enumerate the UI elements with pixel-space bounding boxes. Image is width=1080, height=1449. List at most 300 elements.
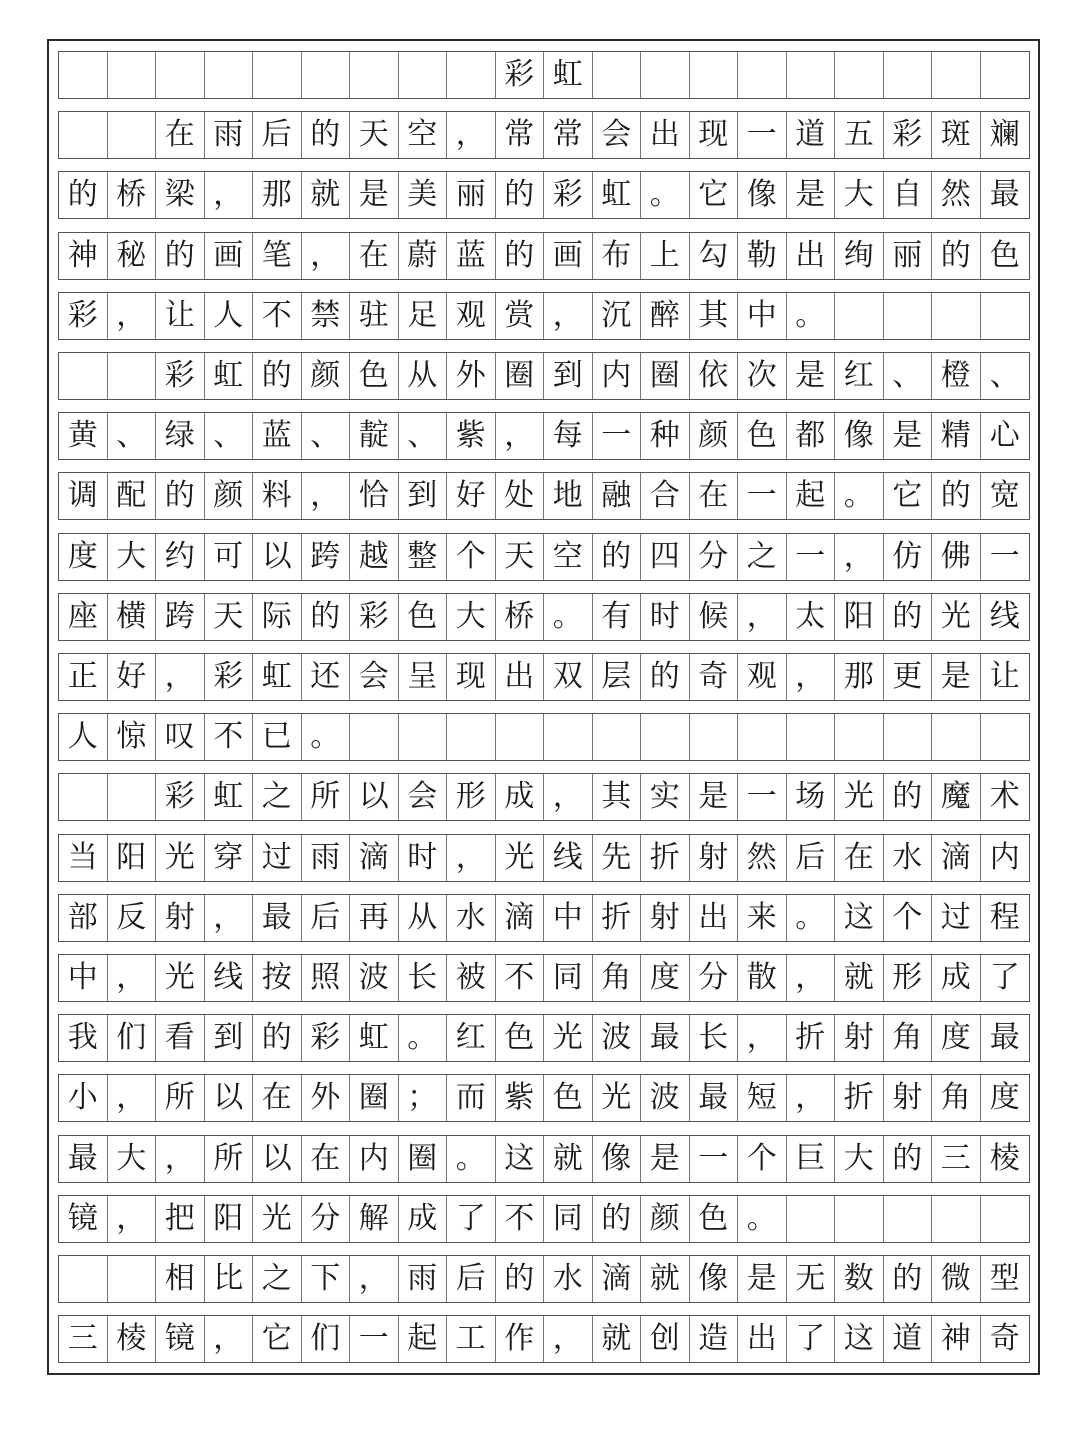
char-cell: 以: [253, 1136, 302, 1182]
char-cell: 当: [59, 835, 108, 881]
char-cell: 是: [787, 353, 836, 399]
char-cell: 光: [496, 835, 545, 881]
char-cell: 比: [205, 1256, 254, 1302]
char-cell: 天: [350, 112, 399, 158]
empty-cell: [350, 714, 399, 760]
text-row: [58, 232, 1030, 280]
char-cell: 后: [302, 895, 351, 941]
char-cell: 。: [399, 1015, 448, 1061]
char-cell: 同: [544, 1196, 593, 1242]
char-cell: 起: [399, 1316, 448, 1362]
empty-cell: [544, 714, 593, 760]
char-cell: 来: [738, 895, 787, 941]
char-cell: 桥: [108, 172, 157, 218]
char-cell: 形: [884, 955, 933, 1001]
empty-cell: [835, 1196, 884, 1242]
char-cell: ，: [108, 955, 157, 1001]
char-cell: 被: [447, 955, 496, 1001]
text-row: [58, 1195, 1030, 1243]
char-cell: 的: [156, 233, 205, 279]
char-cell: 无: [787, 1256, 836, 1302]
char-cell: 的: [593, 1196, 642, 1242]
char-cell: 是: [738, 1256, 787, 1302]
char-cell: 不: [253, 293, 302, 339]
char-cell: 雨: [399, 1256, 448, 1302]
char-cell: 色: [690, 1196, 739, 1242]
char-cell: 一: [350, 1316, 399, 1362]
char-cell: 部: [59, 895, 108, 941]
char-cell: 个: [447, 534, 496, 580]
char-cell: 、: [399, 413, 448, 459]
text-row: [58, 1315, 1030, 1363]
char-cell: 以: [205, 1075, 254, 1121]
char-cell: 勒: [738, 233, 787, 279]
char-cell: ，: [302, 473, 351, 519]
char-cell: 那: [253, 172, 302, 218]
empty-cell: [981, 714, 1030, 760]
char-cell: 就: [544, 1136, 593, 1182]
char-cell: 还: [302, 654, 351, 700]
char-cell: 散: [738, 955, 787, 1001]
char-cell: 外: [447, 353, 496, 399]
char-cell: 常: [544, 112, 593, 158]
char-cell: 醉: [641, 293, 690, 339]
char-cell: 橙: [932, 353, 981, 399]
char-cell: 红: [835, 353, 884, 399]
char-cell: 场: [787, 774, 836, 820]
char-cell: 角: [884, 1015, 933, 1061]
empty-cell: [932, 714, 981, 760]
char-cell: 棱: [108, 1316, 157, 1362]
char-cell: 阳: [205, 1196, 254, 1242]
empty-cell: [59, 353, 108, 399]
char-cell: 它: [253, 1316, 302, 1362]
empty-cell: [447, 714, 496, 760]
empty-cell: [108, 112, 157, 158]
char-cell: 惊: [108, 714, 157, 760]
char-cell: 反: [108, 895, 157, 941]
char-cell: 仿: [884, 534, 933, 580]
char-cell: 心: [989, 418, 1020, 454]
char-cell: 色: [989, 237, 1020, 273]
char-cell: ，: [205, 895, 254, 941]
empty-cell: [835, 52, 884, 98]
char-cell: 紫: [447, 413, 496, 459]
char-cell: 角: [932, 1075, 981, 1121]
char-cell: 这: [835, 1316, 884, 1362]
char-cell: 恰: [350, 473, 399, 519]
char-cell: 之: [253, 774, 302, 820]
char-cell: 雨: [302, 835, 351, 881]
char-cell: ，: [787, 654, 836, 700]
char-cell: 依: [690, 353, 739, 399]
char-cell: 在: [350, 233, 399, 279]
char-cell: 奇: [989, 1321, 1020, 1357]
text-row: [58, 713, 1030, 761]
char-cell: 虹: [253, 654, 302, 700]
char-cell: 其: [593, 774, 642, 820]
char-cell: ，: [205, 172, 254, 218]
char-cell: 。: [738, 1196, 787, 1242]
char-cell: 人: [205, 293, 254, 339]
char-cell: ，: [302, 233, 351, 279]
char-cell: 折: [641, 835, 690, 881]
char-cell: 黄: [59, 413, 108, 459]
char-cell: 光: [156, 955, 205, 1001]
char-cell: 把: [156, 1196, 205, 1242]
char-cell: 一: [989, 538, 1020, 574]
char-cell: 天: [205, 594, 254, 640]
char-cell: 然: [738, 835, 787, 881]
char-cell: 际: [253, 594, 302, 640]
char-cell: 再: [350, 895, 399, 941]
empty-cell: [884, 293, 933, 339]
empty-cell: [884, 52, 933, 98]
char-cell: 佛: [932, 534, 981, 580]
char-cell: 颜: [302, 353, 351, 399]
empty-cell: [302, 52, 351, 98]
empty-cell: [447, 52, 496, 98]
char-cell: 色: [399, 594, 448, 640]
char-cell: 座: [59, 594, 108, 640]
char-cell: 红: [447, 1015, 496, 1061]
char-cell: 现: [447, 654, 496, 700]
char-cell: 一: [593, 413, 642, 459]
char-cell: 后: [447, 1256, 496, 1302]
char-cell: 同: [544, 955, 593, 1001]
char-cell: 横: [108, 594, 157, 640]
char-cell: 的: [253, 353, 302, 399]
empty-cell: [641, 714, 690, 760]
char-cell: 观: [738, 654, 787, 700]
char-cell: 按: [253, 955, 302, 1001]
char-cell: 实: [641, 774, 690, 820]
char-cell: 合: [641, 473, 690, 519]
char-cell: 处: [496, 473, 545, 519]
char-cell: 。: [787, 895, 836, 941]
char-cell: ，: [156, 1136, 205, 1182]
char-cell: 斓: [989, 117, 1020, 153]
text-row: [58, 1255, 1030, 1303]
char-cell: 美: [399, 172, 448, 218]
char-cell: ，: [205, 1316, 254, 1362]
empty-cell: [399, 714, 448, 760]
char-cell: 到: [544, 353, 593, 399]
char-cell: 更: [884, 654, 933, 700]
char-cell: 色: [496, 1015, 545, 1061]
char-cell: 了: [447, 1196, 496, 1242]
char-cell: ，: [544, 1316, 593, 1362]
char-cell: 而: [447, 1075, 496, 1121]
char-cell: 滴: [593, 1256, 642, 1302]
char-cell: 线: [544, 835, 593, 881]
char-cell: 虹: [205, 774, 254, 820]
char-cell: 让: [989, 659, 1020, 694]
char-cell: 道: [787, 112, 836, 158]
char-cell: 小: [59, 1075, 108, 1121]
char-cell: 已: [253, 714, 302, 760]
empty-cell: [108, 1256, 157, 1302]
char-cell: 以: [350, 774, 399, 820]
char-cell: 道: [884, 1316, 933, 1362]
empty-cell: [787, 52, 836, 98]
char-cell: 水: [884, 835, 933, 881]
char-cell: 分: [690, 534, 739, 580]
char-cell: 阳: [835, 594, 884, 640]
char-cell: ，: [108, 1196, 157, 1242]
char-cell: ，: [350, 1256, 399, 1302]
char-cell: 所: [205, 1136, 254, 1182]
char-cell: 观: [447, 293, 496, 339]
char-cell: ，: [787, 1075, 836, 1121]
char-cell: 双: [544, 654, 593, 700]
char-cell: 在: [690, 473, 739, 519]
char-cell: 像: [593, 1136, 642, 1182]
char-cell: 虹: [544, 52, 593, 98]
char-cell: 的: [302, 594, 351, 640]
char-cell: 内: [989, 839, 1020, 875]
char-cell: 出: [787, 233, 836, 279]
char-cell: 彩: [59, 293, 108, 339]
empty-cell: [641, 52, 690, 98]
char-cell: 光: [835, 774, 884, 820]
char-cell: 跨: [156, 594, 205, 640]
char-cell: 、: [205, 413, 254, 459]
title-row: [58, 51, 1030, 99]
char-cell: 彩: [350, 594, 399, 640]
char-cell: 叹: [156, 714, 205, 760]
empty-cell: [593, 714, 642, 760]
char-cell: 彩: [156, 774, 205, 820]
char-cell: 出: [690, 895, 739, 941]
char-cell: 型: [989, 1261, 1020, 1296]
char-cell: 有: [593, 594, 642, 640]
char-cell: 起: [787, 473, 836, 519]
char-cell: ，: [544, 774, 593, 820]
char-cell: 越: [350, 534, 399, 580]
char-cell: 短: [738, 1075, 787, 1121]
char-cell: 梁: [156, 172, 205, 218]
char-cell: 、: [989, 358, 1020, 393]
char-cell: 解: [350, 1196, 399, 1242]
char-cell: 的: [253, 1015, 302, 1061]
empty-cell: [787, 1196, 836, 1242]
char-cell: ，: [447, 112, 496, 158]
char-cell: 最: [989, 177, 1020, 213]
char-cell: 出: [641, 112, 690, 158]
char-cell: 中: [544, 895, 593, 941]
char-cell: 是: [884, 413, 933, 459]
char-cell: 滴: [350, 835, 399, 881]
char-cell: ；: [399, 1075, 448, 1121]
char-cell: 其: [690, 293, 739, 339]
char-cell: 滴: [932, 835, 981, 881]
char-cell: 画: [544, 233, 593, 279]
char-cell: 约: [156, 534, 205, 580]
char-cell: 线: [989, 598, 1020, 634]
char-cell: 中: [738, 293, 787, 339]
text-row: [58, 834, 1030, 882]
char-cell: 桥: [496, 594, 545, 640]
char-cell: 这: [496, 1136, 545, 1182]
char-cell: 四: [641, 534, 690, 580]
char-cell: 下: [302, 1256, 351, 1302]
char-cell: 的: [496, 233, 545, 279]
char-cell: 的: [932, 233, 981, 279]
char-cell: 现: [690, 112, 739, 158]
char-cell: 穿: [205, 835, 254, 881]
char-cell: 造: [690, 1316, 739, 1362]
char-cell: 紫: [496, 1075, 545, 1121]
char-cell: 像: [835, 413, 884, 459]
empty-cell: [981, 1196, 1030, 1242]
char-cell: 、: [302, 413, 351, 459]
char-cell: 角: [593, 955, 642, 1001]
char-cell: 是: [932, 654, 981, 700]
char-cell: 就: [641, 1256, 690, 1302]
char-cell: 就: [593, 1316, 642, 1362]
char-cell: 一: [738, 774, 787, 820]
char-cell: 在: [302, 1136, 351, 1182]
char-cell: 成: [496, 774, 545, 820]
char-cell: 成: [932, 955, 981, 1001]
char-cell: 度: [641, 955, 690, 1001]
char-cell: 一: [690, 1136, 739, 1182]
char-cell: 就: [835, 955, 884, 1001]
char-cell: 奇: [690, 654, 739, 700]
char-cell: 配: [108, 473, 157, 519]
char-cell: 先: [593, 835, 642, 881]
char-cell: 神: [59, 233, 108, 279]
char-cell: 后: [253, 112, 302, 158]
char-cell: 射: [884, 1075, 933, 1121]
char-cell: 折: [835, 1075, 884, 1121]
char-cell: ，: [496, 413, 545, 459]
char-cell: 不: [496, 1196, 545, 1242]
char-cell: 圈: [496, 353, 545, 399]
char-cell: 靛: [350, 413, 399, 459]
char-cell: 个: [884, 895, 933, 941]
empty-cell: [205, 52, 254, 98]
empty-cell: [496, 714, 545, 760]
char-cell: 就: [302, 172, 351, 218]
char-cell: 波: [593, 1015, 642, 1061]
char-cell: 天: [496, 534, 545, 580]
char-cell: 过: [253, 835, 302, 881]
char-cell: 上: [641, 233, 690, 279]
char-cell: 度: [59, 534, 108, 580]
empty-cell: [108, 52, 157, 98]
char-cell: 巨: [787, 1136, 836, 1182]
char-cell: 内: [350, 1136, 399, 1182]
char-cell: 度: [932, 1015, 981, 1061]
char-cell: 。: [302, 714, 351, 760]
empty-cell: [59, 1256, 108, 1302]
char-cell: 的: [884, 774, 933, 820]
char-cell: 分: [302, 1196, 351, 1242]
char-cell: 像: [690, 1256, 739, 1302]
char-cell: 彩: [205, 654, 254, 700]
char-cell: 从: [399, 895, 448, 941]
char-cell: 沉: [593, 293, 642, 339]
text-row: [58, 773, 1030, 821]
char-cell: 圈: [350, 1075, 399, 1121]
char-cell: 层: [593, 654, 642, 700]
char-cell: 成: [399, 1196, 448, 1242]
char-cell: 绿: [156, 413, 205, 459]
char-cell: 的: [641, 654, 690, 700]
char-cell: 折: [787, 1015, 836, 1061]
text-row: [58, 472, 1030, 520]
empty-cell: [690, 52, 739, 98]
char-cell: 了: [989, 960, 1020, 995]
text-row: [58, 533, 1030, 581]
char-cell: 雨: [205, 112, 254, 158]
char-cell: 宽: [989, 478, 1020, 514]
char-cell: 了: [787, 1316, 836, 1362]
char-cell: 每: [544, 413, 593, 459]
char-cell: 自: [884, 172, 933, 218]
char-cell: 融: [593, 473, 642, 519]
char-cell: ，: [738, 594, 787, 640]
char-cell: 色: [350, 353, 399, 399]
char-cell: 色: [738, 413, 787, 459]
char-cell: ，: [544, 293, 593, 339]
char-cell: 布: [593, 233, 642, 279]
char-cell: 三: [59, 1316, 108, 1362]
char-cell: 出: [738, 1316, 787, 1362]
empty-cell: [59, 112, 108, 158]
char-cell: 不: [496, 955, 545, 1001]
char-cell: 好: [108, 654, 157, 700]
char-cell: 色: [544, 1075, 593, 1121]
char-cell: 长: [399, 955, 448, 1001]
empty-cell: [59, 774, 108, 820]
char-cell: 是: [690, 774, 739, 820]
char-cell: 到: [399, 473, 448, 519]
char-cell: 之: [253, 1256, 302, 1302]
char-cell: 最: [59, 1136, 108, 1182]
char-cell: 。: [641, 172, 690, 218]
char-cell: 神: [932, 1316, 981, 1362]
empty-cell: [593, 52, 642, 98]
char-cell: 料: [253, 473, 302, 519]
char-cell: 都: [787, 413, 836, 459]
char-cell: 内: [593, 353, 642, 399]
char-cell: 它: [690, 172, 739, 218]
text-row: [58, 292, 1030, 340]
empty-cell: [738, 52, 787, 98]
char-cell: ，: [835, 534, 884, 580]
char-cell: 波: [641, 1075, 690, 1121]
char-cell: 次: [738, 353, 787, 399]
char-cell: 种: [641, 413, 690, 459]
char-cell: 的: [884, 594, 933, 640]
char-cell: 正: [59, 654, 108, 700]
char-cell: 阳: [108, 835, 157, 881]
char-cell: 虹: [593, 172, 642, 218]
char-cell: 光: [156, 835, 205, 881]
char-cell: 赏: [496, 293, 545, 339]
char-cell: 一: [787, 534, 836, 580]
char-cell: 水: [447, 895, 496, 941]
char-cell: 蔚: [399, 233, 448, 279]
char-cell: 不: [205, 714, 254, 760]
char-cell: 秘: [108, 233, 157, 279]
char-cell: 光: [593, 1075, 642, 1121]
char-cell: ，: [156, 654, 205, 700]
char-cell: 创: [641, 1316, 690, 1362]
